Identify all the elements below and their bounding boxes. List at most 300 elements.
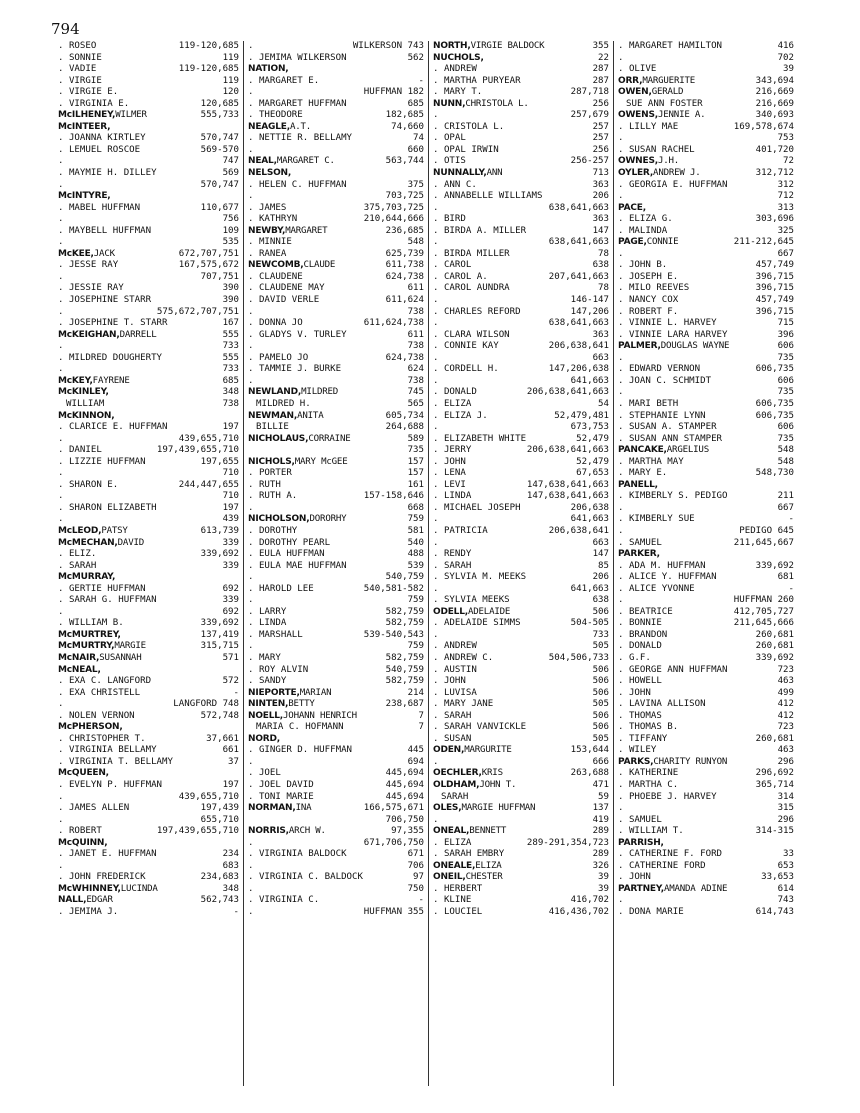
entry-name: . xyxy=(433,318,439,329)
page-refs: 445,694 xyxy=(385,780,424,790)
entry-name xyxy=(433,168,502,180)
entry-name: . MARSHALL xyxy=(248,629,303,640)
page-refs: 33 xyxy=(783,849,794,860)
entry-name: . NANCY COX xyxy=(618,295,679,306)
page-number: 794 xyxy=(51,20,80,38)
entry-name xyxy=(433,872,503,884)
page-refs: 506 xyxy=(592,687,609,698)
entry-name: . EULA MAE HUFFMAN xyxy=(248,560,347,571)
page-refs: 119-120,685 xyxy=(178,64,239,75)
page-refs: 723 xyxy=(777,722,794,733)
entry-name: . VIRGIE E. xyxy=(58,87,119,98)
entry-name: . xyxy=(433,629,439,640)
entry-name xyxy=(58,122,110,134)
page-refs: 668 xyxy=(407,502,424,513)
surname-entry xyxy=(58,722,239,734)
entry-name: . RANEA xyxy=(248,248,287,259)
index-entry xyxy=(618,491,794,503)
surname: McINTYRE, xyxy=(58,191,111,202)
page-refs: 614,743 xyxy=(755,907,794,918)
entry-name: . xyxy=(58,860,64,871)
page-refs: 750 xyxy=(407,883,424,894)
entry-name: . VIRGINIA T. BELLAMY xyxy=(58,756,173,767)
index-entry xyxy=(248,872,424,884)
index-entry xyxy=(618,768,794,780)
surname: NORTH, xyxy=(433,41,471,51)
entry-name: . SONNIE xyxy=(58,52,102,63)
entry-name: . TAMMIE J. BURKE xyxy=(248,364,342,375)
surname-entry xyxy=(618,237,794,249)
entry-name: . xyxy=(433,295,439,306)
entry-name: . KATHRYN xyxy=(248,214,298,225)
entry-name: . xyxy=(58,156,64,167)
entry-name: . JERRY xyxy=(433,445,472,456)
given-name: MARY McGEE xyxy=(294,456,348,467)
entry-name: . xyxy=(433,352,439,363)
page-refs: - xyxy=(788,514,794,525)
index-entry xyxy=(248,353,424,365)
index-entry xyxy=(248,110,424,122)
given-name: GERALD xyxy=(651,87,684,98)
entry-name: . MARTHA C. xyxy=(618,780,679,790)
page-refs: 756 xyxy=(222,214,239,225)
entry-name: . JOHN B. xyxy=(618,260,668,271)
page-refs: 582,759 xyxy=(385,676,424,687)
page-refs: 119-120,685 xyxy=(178,41,239,51)
entry-name xyxy=(58,376,130,388)
page-refs: 753 xyxy=(777,133,794,144)
index-entry xyxy=(618,526,794,538)
entry-name: . SUSAN xyxy=(433,733,472,744)
page-refs: 303,696 xyxy=(755,214,794,225)
page-refs: 581 xyxy=(407,525,424,536)
surname-entry xyxy=(248,64,424,76)
page-refs: 506 xyxy=(592,722,609,733)
index-entry xyxy=(433,295,609,307)
surname: McILHENEY, xyxy=(58,110,116,121)
page-refs: 211 xyxy=(777,491,794,502)
page-refs: 315,715 xyxy=(200,641,239,652)
page-refs: 471 xyxy=(592,780,609,790)
page-refs: 548,730 xyxy=(755,468,794,479)
surname-entry xyxy=(618,110,794,122)
entry-name: . xyxy=(58,491,64,502)
index-entry xyxy=(618,330,794,342)
page-refs: 562 xyxy=(407,52,424,63)
index-entry xyxy=(58,688,239,700)
entry-name: . ELIZA xyxy=(433,837,472,848)
page-refs: 606,735 xyxy=(755,398,794,409)
entry-name: . MARTHA MAY xyxy=(618,456,684,467)
entry-name: BILLIE xyxy=(256,422,289,433)
page-refs: 605,734 xyxy=(385,410,424,421)
page-refs: 339,692 xyxy=(755,652,794,663)
page-refs: 638,641,663 xyxy=(548,237,609,248)
index-entry xyxy=(58,214,239,226)
entry-name: . xyxy=(433,583,439,594)
index-entry xyxy=(433,64,609,76)
index-entry xyxy=(433,630,609,642)
index-entry xyxy=(58,514,239,526)
entry-name: . KLINE xyxy=(433,895,472,906)
index-entry xyxy=(433,676,609,688)
page-refs: 412 xyxy=(777,699,794,710)
entry-name: . ALICE YVONNE xyxy=(618,583,695,594)
entry-name xyxy=(433,803,535,815)
entry-name: . HAROLD LEE xyxy=(248,583,314,594)
entry-name: . xyxy=(58,179,64,190)
page-refs: 52,479 xyxy=(576,456,609,467)
surname: McINTEER, xyxy=(58,121,111,132)
entry-name: . VADIE xyxy=(58,64,97,75)
page-refs: 260,681 xyxy=(755,733,794,744)
index-entry xyxy=(433,514,609,526)
page-refs: 606 xyxy=(777,375,794,386)
page-refs: 206 xyxy=(592,572,609,583)
index-entry xyxy=(58,307,239,319)
entry-name: . xyxy=(248,883,254,894)
index-entry xyxy=(433,110,609,122)
index-entry xyxy=(433,549,609,561)
page-refs: 72 xyxy=(783,156,794,167)
entry-name: . CATHERINE F. FORD xyxy=(618,849,723,860)
entry-name: . EVELYN P. HUFFMAN xyxy=(58,780,163,790)
index-entry xyxy=(58,41,239,53)
entry-name: . LENA xyxy=(433,468,466,479)
entry-name xyxy=(58,768,109,780)
page-refs: 197,439 xyxy=(200,803,239,814)
surname-entry xyxy=(618,76,794,88)
entry-name: . JANET E. HUFFMAN xyxy=(58,849,157,860)
entry-name: . xyxy=(433,814,439,825)
given-name: J.H. xyxy=(657,156,680,167)
page-refs: 396 xyxy=(777,329,794,340)
index-entry xyxy=(433,203,609,215)
index-entry xyxy=(433,353,609,365)
given-name: DAVID xyxy=(117,537,145,548)
index-entry xyxy=(618,318,794,330)
index-entry xyxy=(618,307,794,319)
surname-entry xyxy=(618,203,794,215)
entry-name: . AUSTIN xyxy=(433,664,477,675)
surname-entry xyxy=(248,411,424,423)
page-refs: 236,685 xyxy=(385,225,424,236)
entry-name: . xyxy=(618,352,624,363)
index-entry xyxy=(58,780,239,792)
page-refs: 572,748 xyxy=(200,710,239,721)
entry-name: . PORTER xyxy=(248,468,292,479)
page-refs: 445,694 xyxy=(385,768,424,779)
entry-name: . JOANNA KIRTLEY xyxy=(58,133,146,144)
entry-name: . xyxy=(58,791,64,802)
page-refs: 137 xyxy=(592,803,609,814)
index-entry xyxy=(618,214,794,226)
given-name: EDGAR xyxy=(86,895,113,906)
index-entry xyxy=(58,445,239,457)
index-entry xyxy=(248,376,424,388)
entry-name: . ROY ALVIN xyxy=(248,664,309,675)
entry-name: . BIRDA A. MILLER xyxy=(433,225,527,236)
surname-entry xyxy=(618,156,794,168)
index-entry xyxy=(433,849,609,861)
index-entry xyxy=(618,122,794,134)
page-refs: 445 xyxy=(407,745,424,756)
entry-name: . MAYBELL HUFFMAN xyxy=(58,225,152,236)
index-entry xyxy=(618,734,794,746)
index-entry xyxy=(618,895,794,907)
given-name: VIRGIE BALDOCK xyxy=(470,41,545,51)
index-entry xyxy=(58,734,239,746)
page-refs: 197,439,655,710 xyxy=(156,445,239,456)
index-entry xyxy=(618,815,794,827)
surname-entry xyxy=(248,156,424,168)
page-refs: 548 xyxy=(777,445,794,456)
page-refs: 738 xyxy=(407,341,424,352)
page-refs: 703,725 xyxy=(385,191,424,202)
page-refs: 685 xyxy=(407,98,424,109)
page-refs: 120 xyxy=(222,87,239,98)
index-entry xyxy=(248,653,424,665)
entry-name: . MILDRED DOUGHERTY xyxy=(58,352,163,363)
entry-name: . BONNIE xyxy=(618,618,662,629)
index-entry xyxy=(248,595,424,607)
index-entry xyxy=(248,41,424,53)
surname: McWHINNEY, xyxy=(58,883,121,894)
entry-name xyxy=(248,168,291,180)
given-name: KRIS xyxy=(481,768,503,779)
entry-name: . LARRY xyxy=(248,606,287,617)
index-entry xyxy=(433,364,609,376)
index-entry xyxy=(433,792,609,804)
page-refs: 488 xyxy=(407,549,424,560)
surname-entry xyxy=(433,826,609,838)
entry-name xyxy=(58,630,121,642)
surname-entry xyxy=(618,445,794,457)
entry-name: . ANN C. xyxy=(433,179,477,190)
page-refs: 463 xyxy=(777,676,794,687)
page-refs: 589 xyxy=(407,433,424,444)
index-entry xyxy=(433,434,609,446)
page-refs: - xyxy=(788,583,794,594)
given-name: JOHN T. xyxy=(479,780,517,790)
surname: McMURTREY, xyxy=(58,629,121,640)
entry-name: . SARAH G. HUFFMAN xyxy=(58,595,157,606)
index-entry xyxy=(618,907,794,919)
surname: ONEAL, xyxy=(433,826,470,837)
page-refs: 289 xyxy=(592,849,609,860)
entry-name xyxy=(248,226,327,238)
index-entry xyxy=(618,249,794,261)
page-refs: 663 xyxy=(592,352,609,363)
page-refs: 167 xyxy=(222,318,239,329)
page-refs: 710 xyxy=(222,491,239,502)
entry-name: . DOROTHY PEARL xyxy=(248,537,331,548)
index-entry xyxy=(618,653,794,665)
index-entry xyxy=(618,584,794,596)
entry-name: . TONI MARIE xyxy=(248,791,314,802)
surname: PARTNEY, xyxy=(618,883,664,894)
entry-name: . xyxy=(248,572,254,583)
entry-name xyxy=(618,757,727,769)
page-refs: 638 xyxy=(592,260,609,271)
index-entry xyxy=(248,584,424,596)
page-refs: 287 xyxy=(592,75,609,86)
index-entry xyxy=(58,295,239,307)
page-refs: 706,750 xyxy=(385,814,424,825)
given-name: ANN xyxy=(486,168,503,179)
surname: McMECHAN, xyxy=(58,537,118,548)
page-refs: 312,712 xyxy=(755,168,794,179)
page-refs: 340,693 xyxy=(755,110,794,121)
entry-name: . JOSEPHINE T. STARR xyxy=(58,318,168,329)
surname: OLDHAM, xyxy=(433,780,480,790)
page-refs: 641,663 xyxy=(570,583,609,594)
index-column xyxy=(428,41,613,1086)
entry-name xyxy=(58,641,146,653)
page-refs: 396,715 xyxy=(755,271,794,282)
entry-name: . ANNABELLE WILLIAMS xyxy=(433,191,543,202)
given-name: ARCH W. xyxy=(288,826,326,837)
page-refs: 747 xyxy=(222,156,239,167)
surname-entry xyxy=(618,884,794,896)
surname-entry xyxy=(58,572,239,584)
entry-name: . G.F. xyxy=(618,652,651,663)
index-entry xyxy=(433,884,609,896)
page-refs: 416 xyxy=(777,41,794,51)
entry-name: . CATHERINE FORD xyxy=(618,860,706,871)
given-name: ANITA xyxy=(297,410,324,421)
surname-entry xyxy=(58,122,239,134)
entry-name xyxy=(618,76,695,88)
index-entry xyxy=(248,607,424,619)
surname-entry xyxy=(248,260,424,272)
index-entry xyxy=(618,457,794,469)
surname-entry xyxy=(248,826,424,838)
index-entry xyxy=(58,364,239,376)
entry-name: . xyxy=(248,191,254,202)
given-name: CHARITY RUNYON xyxy=(653,756,728,767)
page-refs: 439,655,710 xyxy=(178,791,239,802)
page-refs: 504-505 xyxy=(570,618,609,629)
index-entry xyxy=(58,849,239,861)
given-name: MARGARET xyxy=(285,225,328,236)
index-entry xyxy=(248,272,424,284)
index-entry xyxy=(618,711,794,723)
index-entry xyxy=(248,861,424,873)
page-refs: 37,661 xyxy=(206,733,239,744)
index-entry xyxy=(618,538,794,550)
page-refs: 569-570 xyxy=(200,144,239,155)
page-refs: 375,703,725 xyxy=(363,202,424,213)
index-entry xyxy=(58,168,239,180)
entry-name: . CAROL AUNDRA xyxy=(433,283,510,294)
page-refs: 661 xyxy=(222,745,239,756)
entry-name: . xyxy=(433,514,439,525)
entry-name: . SYLVIA M. MEEKS xyxy=(433,572,527,583)
entry-name: . xyxy=(618,52,624,63)
given-name: MARGURITE xyxy=(464,745,512,756)
entry-name: . MARY E. xyxy=(618,468,668,479)
surname-entry xyxy=(248,514,424,526)
page-refs: 575,672,707,751 xyxy=(156,306,239,317)
index-entry xyxy=(618,861,794,873)
index-entry xyxy=(433,722,609,734)
entry-name xyxy=(58,838,107,850)
page-refs: 713 xyxy=(592,168,609,179)
index-entry xyxy=(433,503,609,515)
page-refs: 694 xyxy=(407,756,424,767)
page-refs: 569 xyxy=(222,168,239,179)
entry-name: . STEPHANIE LYNN xyxy=(618,410,706,421)
entry-name: . MALINDA xyxy=(618,225,668,236)
entry-name: . xyxy=(58,271,64,282)
index-entry xyxy=(58,561,239,573)
entry-name: . THEODORE xyxy=(248,110,303,121)
index-entry xyxy=(618,745,794,757)
index-entry xyxy=(433,191,609,203)
index-entry xyxy=(58,64,239,76)
page-refs: 119 xyxy=(222,52,239,63)
index-entry xyxy=(618,295,794,307)
entry-name: . xyxy=(248,907,254,918)
entry-name: . CLAUDENE xyxy=(248,271,303,282)
surname: NICHOLS, xyxy=(248,456,295,467)
entry-name xyxy=(618,168,701,180)
index-entry xyxy=(433,180,609,192)
page-refs: 683 xyxy=(222,860,239,871)
page-refs: 257 xyxy=(592,121,609,132)
index-entry xyxy=(248,491,424,503)
page-refs: 59 xyxy=(598,791,609,802)
entry-name: . GEORGE ANN HUFFMAN xyxy=(618,664,728,675)
entry-name: . ELIZA G. xyxy=(618,214,673,225)
surname: ONEIL, xyxy=(433,872,466,883)
entry-name: . VINNIE L. HARVEY xyxy=(618,318,717,329)
index-entry xyxy=(248,468,424,480)
entry-name: . DANIEL xyxy=(58,445,102,456)
entry-name: . THOMAS B. xyxy=(618,722,679,733)
index-entry xyxy=(248,757,424,769)
page-refs: 339 xyxy=(222,560,239,571)
index-entry xyxy=(58,180,239,192)
page-refs: 555 xyxy=(222,329,239,340)
entry-name: . xyxy=(248,41,254,51)
page-refs: 707,751 xyxy=(200,271,239,282)
page-refs: 396,715 xyxy=(755,306,794,317)
page-refs: 396,715 xyxy=(755,283,794,294)
page-refs: 738 xyxy=(222,398,239,409)
entry-name xyxy=(248,699,315,711)
page-refs: 363 xyxy=(592,329,609,340)
entry-name: . JOEL xyxy=(248,768,281,779)
index-entry xyxy=(618,272,794,284)
page-refs: 548 xyxy=(777,456,794,467)
page-refs: 733 xyxy=(222,341,239,352)
entry-name: . HELEN C. HUFFMAN xyxy=(248,179,347,190)
index-entry xyxy=(248,665,424,677)
index-entry xyxy=(433,468,609,480)
page-refs: 506 xyxy=(592,710,609,721)
index-entry xyxy=(433,214,609,226)
index-entry xyxy=(618,399,794,411)
surname-entry xyxy=(58,526,239,538)
entry-name: . DONA MARIE xyxy=(618,907,684,918)
page-refs: 85 xyxy=(598,560,609,571)
entry-name: . LEMUEL ROSCOE xyxy=(58,144,141,155)
page-refs: 157-158,646 xyxy=(363,491,424,502)
entry-name xyxy=(618,156,679,168)
surname: NUNN, xyxy=(433,98,466,109)
